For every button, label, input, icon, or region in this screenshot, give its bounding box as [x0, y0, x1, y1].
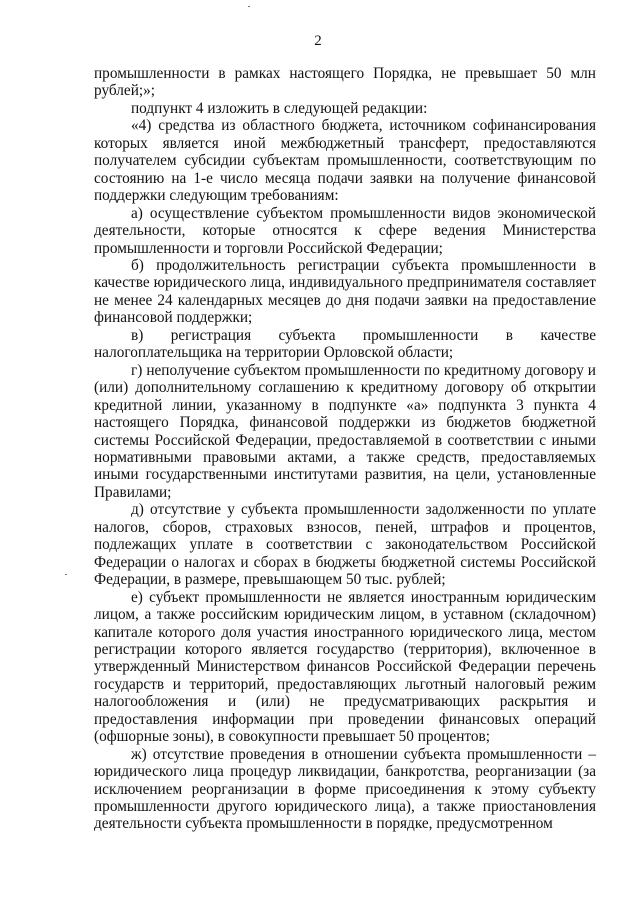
paragraph-subpoint-4: «4) средства из областного бюджета, источником софинансирования которых является иной межбюджетный трансферт, предоставляются получателем субсидии субъектам промышленности, соответствующим по состоянию на 1-е число месяца подачи заявки на получение финансовой поддержки следующим требованиям:	[94, 117, 596, 205]
paragraph-item-a: а) осуществление субъектом промышленности видов экономической деятельности, которые относятся к сфере ведения Министерства промышленности и торговли Российской Федерации;	[94, 204, 596, 257]
paragraph-item-zh: ж) отсутствие проведения в отношении субъекта промышленности – юридического лица процедур ликвидации, банкротства, реорганизации (за исключением реорганизации в форме присоединения к этому субъекту промышленности другого юридического лица), а также приостановления деятельности субъекта промышленности в порядке, предусмотренном	[94, 745, 596, 833]
scan-speck	[65, 574, 67, 575]
paragraph-continuation: промышленности в рамках настоящего Порядка, не превышает 50 млн рублей;»;	[94, 65, 596, 100]
paragraph-item-v: в) регистрация субъекта промышленности в качестве налогоплательщика на территории Орловской области;	[94, 326, 596, 362]
scan-speck	[248, 6, 250, 7]
paragraph-item-b: б) продолжительность регистрации субъекта промышленности в качестве юридического лица, индивидуального предпринимателя составляет не менее 24 календарных месяцев до дня подачи заявки на предоставление финансовой поддержки;	[94, 256, 596, 327]
paragraph-item-d: д) отсутствие у субъекта промышленности задолженности по уплате налогов, сборов, страховых взносов, пеней, штрафов и процентов, подлежащих уплате в соответствии с законодательством Российской Федерации о налогах и сборах в бюджеты бюджетной системы Российской Федерации, в размере, превышающем 50 тыс. рублей;	[94, 501, 596, 589]
paragraph-item-e: е) субъект промышленности не является иностранным юридическим лицом, а также российским юридическим лицом, в уставном (складочном) капитале которого доля участия иностранного юридического лица, местом регистрации которого является государство (территория), включенное в утвержденный Министерством финансов Российской Федерации перечень государств и территорий, предоставляющих льготный налоговый режим налогообложения и (или) не предусматривающих раскрытия и предоставления информации при проведении финансовых операций (офшорные зоны), в совокупности превышает 50 процентов;	[94, 588, 596, 746]
page-number: 2	[314, 33, 322, 49]
document-body	[94, 65, 596, 833]
paragraph-item-g: г) неполучение субъектом промышленности по кредитному договору и (или) дополнительному соглашению к кредитному договору об открытии кредитной линии, указанному в подпункте «а» подпункта 3 пункта 4 настоящего Порядка, финансовой поддержки из бюджетов бюджетной системы Российской Федерации, предоставляемой в соответствии с иными нормативными правовыми актами, а также средств, предоставляемых иными государственными институтами развития, на цели, установленные Правилами;	[94, 361, 596, 501]
paragraph-instruction: подпункт 4 изложить в следующей редакции:	[131, 99, 428, 117]
